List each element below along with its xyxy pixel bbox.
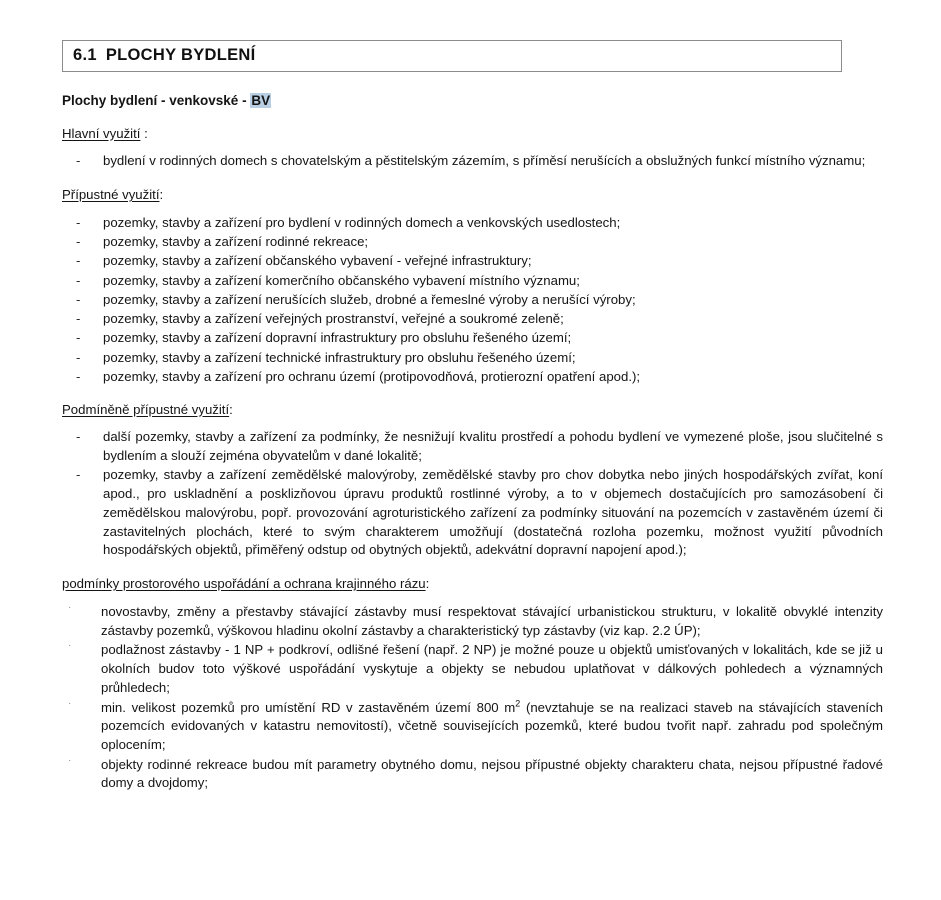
list-item-text: podlažnost zástavby - 1 NP + podkroví, odlišné řešení (např. 2 NP) je možné pouze u objektů umisťovaných v lokalitách, kde se již u okolních budov toto výškové uspořádání vyskytuje a objekty se nebudou uplatňovat v dálkových pohledech a významných průhledech; (101, 642, 883, 695)
group-heading-suffix: : (425, 576, 430, 592)
list-item-text: pozemky, stavby a zařízení nerušících služeb, drobné a řemeslné výroby a nerušící výroby; (103, 291, 636, 307)
section-title-text: PLOCHY BYDLENÍ (105, 46, 256, 64)
usage-groups (62, 126, 883, 561)
group-item-list (62, 603, 883, 793)
group-item-list (62, 214, 883, 387)
dash-bullet-icon: - (76, 368, 81, 384)
list-item-text: objekty rodinné rekreace budou mít parametry obytného domu, nejsou přípustné objekty charakteru chata, nejsou přípustné řadové domy a dvojdomy; (101, 756, 883, 791)
dash-bullet-icon: - (76, 234, 81, 250)
list-item (62, 252, 883, 271)
list-item-text: pozemky, stavby a zařízení zemědělské malovýroby, zemědělské stavby pro chov dobytka nebo jiných hospodářských zvířat, koní apod., pro uskladnění a posklizňovou úpravu produktů rostlinné výroby, a to v objemech dostačujících pro samozásobení či zemědělskou malovýrobu, popř. provozování agroturistického zařízení za podmínky situování na pozemcích v zastavěném území či zastavitelných plochách, které to svým charakterem umožňují (dostatečná rozloha pozemku, možnost využití původních hospodářských objektů, přiměřený odstup od obytných objektů, adekvátní dopravní napojení apod.); (103, 467, 883, 558)
dash-bullet-icon: - (76, 153, 81, 169)
list-item (62, 756, 883, 793)
dash-bullet-icon: - (76, 467, 81, 483)
zone-subtitle-text: Plochy bydlení - venkovské - (62, 93, 251, 109)
group-heading-label: podmínky prostorového uspořádání a ochrana krajinného rázu (62, 576, 426, 592)
list-item (62, 272, 883, 291)
list-item-text: pozemky, stavby a zařízení komerčního občanského vybavení místního významu; (103, 272, 580, 288)
list-item-text: novostavby, změny a přestavby stávající zástavby musí respektovat stávající urbanistickou strukturu, v lokalitě obvyklé intenzity zástavby pozemků, výškovou hladinu okolní zástavby a charakteristický typ zástavby (viz kap. 2.2 ÚP); (101, 603, 883, 638)
dash-bullet-icon: - (76, 330, 81, 346)
group-heading-label: Přípustné využití (62, 187, 160, 203)
list-item-text: pozemky, stavby a zařízení technické infrastruktury pro obsluhu řešeného území; (103, 349, 576, 365)
group-heading-suffix: : (229, 401, 233, 417)
list-item (62, 428, 883, 465)
spatial-conditions-group (62, 576, 883, 793)
group-heading-label: Podmíněně přípustné využití (62, 401, 230, 417)
list-item (62, 699, 883, 755)
tick-bullet-icon: · (68, 640, 72, 652)
list-item-text: pozemky, stavby a zařízení pro ochranu území (protipovodňová, protierozní opatření apod.); (103, 368, 641, 384)
dash-bullet-icon: - (76, 214, 81, 230)
list-item (62, 214, 883, 233)
zone-code-badge: BV (251, 93, 271, 109)
list-item (62, 641, 883, 697)
list-item (62, 329, 883, 348)
group-heading-suffix: : (140, 125, 148, 141)
dash-bullet-icon: - (76, 349, 81, 365)
list-item (62, 152, 883, 171)
list-item (62, 603, 883, 640)
list-item-text: pozemky, stavby a zařízení veřejných prostranství, veřejné a soukromé zeleně; (103, 311, 564, 327)
list-item-text: další pozemky, stavby a zařízení za podmínky, že nesnižují kvalitu prostředí a pohodu bydlení ve vymezené ploše, jsou slučitelné s bydlením a slouží zejména obyvatelům v dané lokalitě; (103, 429, 883, 464)
dash-bullet-icon: - (76, 311, 81, 327)
list-item-text: bydlení v rodinných domech s chovatelským a pěstitelským zázemím, s příměsí nerušících a obslužných funkcí místního významu; (103, 153, 866, 169)
group-item-list (62, 428, 883, 560)
tick-bullet-icon: · (68, 754, 72, 766)
list-item-text: pozemky, stavby a zařízení dopravní infrastruktury pro obsluhu řešeného území; (103, 330, 572, 346)
dash-bullet-icon: - (76, 429, 81, 445)
tick-bullet-icon: · (68, 601, 72, 613)
group-heading (62, 187, 883, 203)
list-item-text: pozemky, stavby a zařízení pro bydlení v rodinných domech a venkovských usedlostech; (103, 214, 621, 230)
list-item-text: min. velikost pozemků pro umístění RD v zastavěném území 800 $m^2$ (nevztahuje se na realizaci staveb na stávajících staveních pozemcích evidovaných v katastru nemovitostí), včetně souvisejících pozemků, které budou tvořit např. zahradu pod společným oplocením; (101, 698, 884, 752)
list-item-text: pozemky, stavby a zařízení rodinné rekreace; (103, 234, 369, 250)
section-title (73, 47, 841, 64)
list-item (62, 368, 883, 387)
group-item-list (62, 152, 883, 171)
group-heading-label: Hlavní využití (62, 125, 141, 141)
group-heading-suffix: : (159, 187, 164, 203)
list-item-text: pozemky, stavby a zařízení občanského vybavení - veřejné infrastruktury; (103, 253, 532, 269)
zone-subtitle (62, 93, 883, 109)
dash-bullet-icon: - (76, 253, 81, 269)
list-item (62, 233, 883, 252)
dash-bullet-icon: - (76, 291, 81, 307)
dash-bullet-icon: - (76, 272, 81, 288)
list-item (62, 291, 883, 310)
tick-bullet-icon: · (68, 697, 72, 709)
section-title-box (62, 40, 842, 72)
group-heading (62, 126, 883, 142)
list-item (62, 310, 883, 329)
list-item (62, 466, 883, 560)
group-heading (62, 402, 883, 418)
section-number: 6.1 (73, 46, 97, 64)
list-item (62, 349, 883, 368)
group-heading (62, 576, 883, 592)
